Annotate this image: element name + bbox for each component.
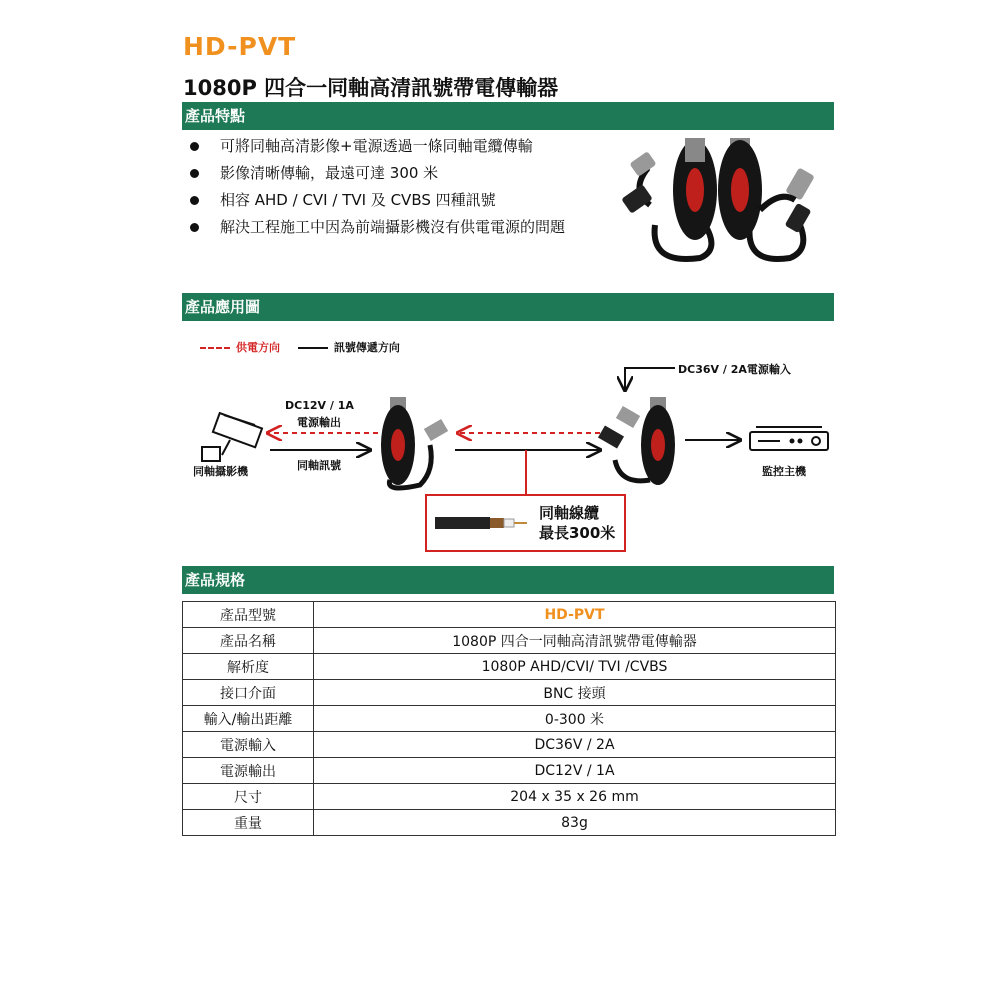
table-row [183, 602, 836, 628]
section-bar-features: 產品特點 [182, 102, 834, 130]
spec-key: 產品型號 [183, 602, 314, 628]
spec-value: BNC 接頭 [314, 680, 836, 706]
list-item: 相容 AHD / CVI / TVI 及 CVBS 四種訊號 [190, 187, 565, 214]
table-row [183, 706, 836, 732]
dvr-label: 監控主機 [762, 465, 806, 478]
spec-value: 1080P 四合一同軸高清訊號帶電傳輸器 [314, 628, 836, 654]
spec-value: DC12V / 1A [314, 758, 836, 784]
transceiver-left-image [621, 138, 717, 259]
transceiver-right-icon [598, 397, 675, 485]
brand-title: HD-PVT [183, 32, 297, 61]
spec-key: 解析度 [183, 654, 314, 680]
spec-key: 輸入/輸出距離 [183, 706, 314, 732]
list-item: 可將同軸高清影像+電源透過一條同軸電纜傳輸 [190, 133, 565, 160]
spec-value: 204 x 35 x 26 mm [314, 784, 836, 810]
spec-key: 產品名稱 [183, 628, 314, 654]
table-row [183, 680, 836, 706]
spec-key: 尺寸 [183, 784, 314, 810]
product-title: 1080P 四合一同軸高清訊號帶電傳輸器 [183, 76, 559, 100]
spec-table [182, 601, 836, 836]
coax-cable-icon [435, 510, 530, 534]
list-item: 解決工程施工中因為前端攝影機沒有供電電源的問題 [190, 214, 565, 241]
list-item: 影像清晰傳輸，最遠可達 300 米 [190, 160, 565, 187]
cable-label-line2: 最長300米 [539, 524, 616, 542]
spec-value: DC36V / 2A [314, 732, 836, 758]
table-row [183, 810, 836, 836]
spec-key: 電源輸出 [183, 758, 314, 784]
input-power-arrow [625, 368, 675, 390]
spec-key: 重量 [183, 810, 314, 836]
table-row [183, 758, 836, 784]
legend-signal-label: 訊號傳遞方向 [333, 341, 400, 354]
section-bar-specs: 產品規格 [182, 566, 834, 594]
spec-value: 83g [314, 810, 836, 836]
spec-value: HD-PVT [314, 602, 836, 628]
table-row [183, 732, 836, 758]
spec-value: 1080P AHD/CVI/ TVI /CVBS [314, 654, 836, 680]
dvr-recorder-icon [750, 427, 828, 450]
signal-direction-line-icon [298, 347, 328, 349]
spec-key: 電源輸入 [183, 732, 314, 758]
spec-value: 0-300 米 [314, 706, 836, 732]
camera-label: 同軸攝影機 [193, 465, 248, 478]
transceiver-right-image [718, 138, 815, 259]
legend-power-label: 供電方向 [236, 341, 280, 354]
section-bar-application: 產品應用圖 [182, 293, 834, 321]
feature-list [190, 133, 565, 241]
diagram-legend [200, 339, 400, 355]
cable-label-line1: 同軸線纜 [539, 504, 600, 522]
table-row [183, 628, 836, 654]
table-row [183, 654, 836, 680]
signal-label: 同軸訊號 [297, 459, 341, 472]
output-power-label-line2: 電源輸出 [297, 416, 341, 429]
spec-key: 接口介面 [183, 680, 314, 706]
bullet-icon [190, 223, 199, 232]
bullet-icon [190, 196, 199, 205]
input-power-label: DC36V / 2A電源輸入 [678, 363, 791, 376]
cctv-camera-icon [202, 413, 262, 461]
output-power-label-line1: DC12V / 1A [285, 399, 354, 412]
power-direction-line-icon [200, 347, 230, 349]
product-photo [610, 130, 840, 270]
bullet-icon [190, 169, 199, 178]
transceiver-left-icon [381, 397, 448, 488]
bullet-icon [190, 142, 199, 151]
table-row [183, 784, 836, 810]
cable-info-box [425, 494, 626, 552]
